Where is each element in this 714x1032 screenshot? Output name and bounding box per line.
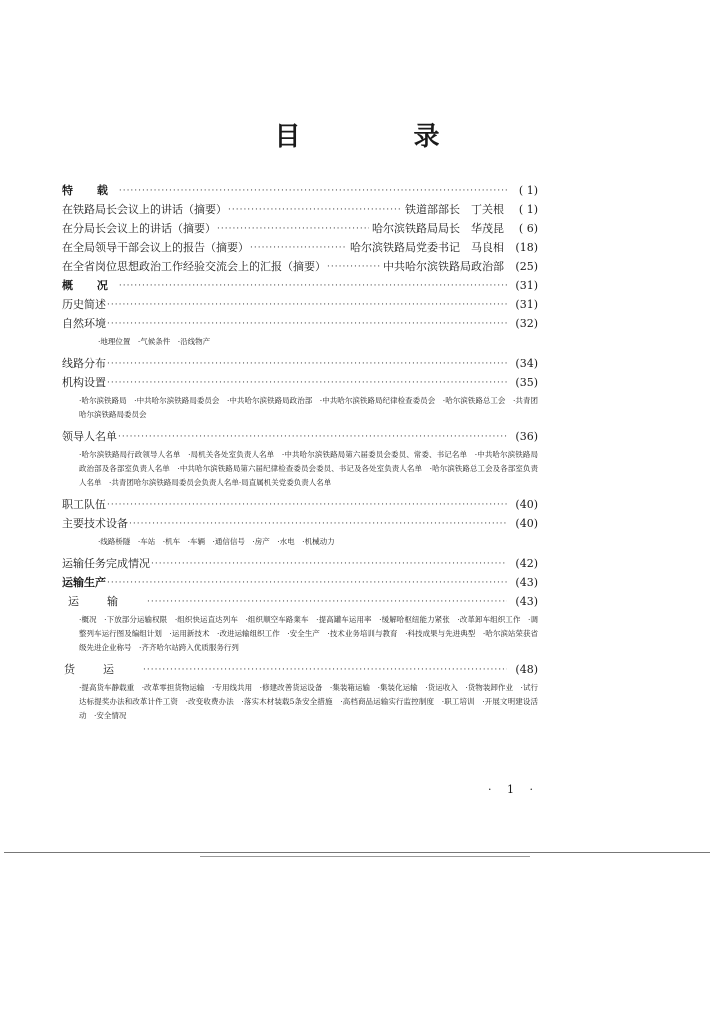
- toc-entry-page: (31): [515, 298, 538, 311]
- toc-entry-page: (42): [515, 557, 538, 570]
- toc-entry-label: 领导人名单: [62, 430, 117, 443]
- toc-entry-label: 在全局领导干部会议上的报告（摘要）: [62, 241, 249, 254]
- toc-entry-label: 主要技术设备: [62, 517, 128, 530]
- leader-dots: [217, 220, 369, 238]
- toc-subitems-organization: ·哈尔滨铁路局 ·中共哈尔滨铁路局委员会 ·中共哈尔滨铁路局政治部 ·中共哈尔滨铁路局纪律检查委员会 ·哈尔滨铁路总工会 ·共青团哈尔滨铁路局委员会: [79, 396, 538, 419]
- toc-entry-label: 货运: [64, 663, 142, 676]
- toc-entry-lines[interactable]: [62, 354, 538, 373]
- leader-dots: [151, 555, 507, 573]
- toc-subitems-transport: ·概况 ·下放部分运输权限 ·组织快运直达列车 ·组织顺空车路業车 ·提高罐车运用率 ·缓解哈枢纽能力紧张 ·改革卸车组织工作 ·调整列车运行图及编组计划 ·运用新技术 ·改进运输组织工作 ·安全生产 ·技术业务培训与教育 ·科技成果与先进典型 ·哈尔滨站荣获省级先进企业称号 ·齐齐哈尔站跨入优质服务行列: [79, 615, 538, 652]
- toc-entry-label: 运输任务完成情况: [62, 557, 150, 570]
- toc-entry-speech-1[interactable]: [62, 200, 538, 219]
- leader-dots: [118, 428, 507, 446]
- table-of-contents: [62, 181, 538, 728]
- toc-entry-page: (40): [515, 498, 538, 511]
- leader-dots: [107, 355, 507, 373]
- toc-entry-label: 特 载: [62, 184, 118, 197]
- toc-entry-task-completion[interactable]: [62, 554, 538, 573]
- leader-dots: [107, 374, 507, 392]
- toc-entry-page: ( 6): [518, 222, 538, 235]
- toc-entry-label: 历史简述: [62, 298, 106, 311]
- toc-entry-page: (34): [515, 357, 538, 370]
- toc-entry-natural-environment[interactable]: [62, 314, 538, 333]
- toc-entry-label: 在铁路局长会议上的讲话（摘要）: [62, 203, 227, 216]
- toc-entry-page: (40): [515, 517, 538, 530]
- toc-entry-transport[interactable]: [62, 592, 538, 611]
- toc-entry-leaders[interactable]: [62, 427, 538, 446]
- scan-edge-line: [4, 852, 710, 853]
- toc-entry-briefing[interactable]: [62, 257, 538, 276]
- toc-entry-equipment[interactable]: [62, 514, 538, 533]
- leader-dots: [129, 515, 507, 533]
- toc-entry-page: (31): [515, 279, 538, 292]
- leader-dots: [143, 661, 507, 679]
- page-title: 目 录: [274, 122, 492, 152]
- toc-entry-label: 自然环境: [62, 317, 106, 330]
- toc-entry-page: (18): [515, 241, 538, 254]
- toc-entry-label: 在全省岗位思想政治工作经验交流会上的汇报（摘要）: [62, 260, 326, 273]
- leader-dots: [107, 574, 507, 592]
- toc-entry-page: (43): [515, 576, 538, 589]
- leader-dots: [119, 182, 507, 200]
- leader-dots: [250, 239, 347, 257]
- toc-entry-label: 线路分布: [62, 357, 106, 370]
- leader-dots: [228, 201, 402, 219]
- toc-entry-organization[interactable]: [62, 373, 538, 392]
- toc-entry-history[interactable]: [62, 295, 538, 314]
- scan-edge-line: [200, 856, 530, 857]
- leader-dots: [107, 315, 507, 333]
- toc-entry-special[interactable]: [62, 181, 538, 200]
- toc-entry-overview[interactable]: [62, 276, 538, 295]
- toc-entry-report[interactable]: [62, 238, 538, 257]
- toc-entry-page: (25): [515, 260, 538, 273]
- page-number: · 1 ·: [488, 783, 539, 796]
- toc-entry-label: 职工队伍: [62, 498, 106, 511]
- toc-entry-label: 机构设置: [62, 376, 106, 389]
- toc-entry-page: ( 1): [518, 203, 538, 216]
- leader-dots: [327, 258, 380, 276]
- toc-subitems-natural: ·地理位置 ·气候条件 ·沿线物产: [98, 337, 211, 346]
- toc-entry-author: 哈尔滨铁路局局长 华茂昆: [372, 222, 504, 235]
- toc-entry-label: 在分局长会议上的讲话（摘要）: [62, 222, 216, 235]
- toc-entry-page: (48): [515, 663, 538, 676]
- toc-entry-staff[interactable]: [62, 495, 538, 514]
- toc-entry-page: (32): [515, 317, 538, 330]
- toc-entry-label: 概 况: [62, 279, 118, 292]
- toc-entry-author: 哈尔滨铁路局党委书记 马良相: [350, 241, 504, 254]
- leader-dots: [107, 496, 507, 514]
- toc-entry-page: (36): [515, 430, 538, 443]
- toc-entry-author: 中共哈尔滨铁路局政治部: [383, 260, 504, 273]
- leader-dots: [119, 277, 507, 295]
- toc-entry-page: ( 1): [518, 184, 538, 197]
- toc-entry-page: (35): [515, 376, 538, 389]
- toc-entry-transport-production[interactable]: [62, 573, 538, 592]
- toc-entry-label: 运输生产: [62, 576, 106, 589]
- leader-dots: [147, 593, 507, 611]
- toc-subitems-leaders: ·哈尔滨铁路局行政领导人名单 ·局机关各处室负责人名单 ·中共哈尔滨铁路局第六届委员会委员、常委、书记名单 ·中共哈尔滨铁路局政治部及各部室负责人名单 ·中共哈尔滨铁路局第六届纪律检查委员会委员、书记及各处室负责人名单 ·哈尔滨铁路总工会及各部室负责人名单 ·共青团哈尔滨铁路局委员会负责人名单·局直属机关党委负责人名单: [79, 450, 538, 487]
- toc-entry-freight[interactable]: [62, 660, 538, 679]
- leader-dots: [107, 296, 507, 314]
- toc-entry-author: 铁道部部长 丁关根: [405, 203, 504, 216]
- toc-entry-page: (43): [515, 595, 538, 608]
- toc-subitems-freight: ·提高货车静载重 ·改革零担货物运输 ·专用线共用 ·修建改善货运设备 ·集装箱运输 ·集装化运输 ·货运收入 ·货物装卸作业 ·试行达标提奖办法和改革计件工资 ·改变收费办法 ·落实木材装载5条安全措施 ·高档商品运输实行监控制度 ·职工培训 ·开展文明建设活动 ·安全情况: [79, 683, 538, 720]
- toc-entry-label: 运输: [68, 595, 146, 608]
- toc-subitems-equipment: ·线路桥隧 ·车站 ·机车 ·车辆 ·通信信号 ·房产 ·水电 ·机械动力: [98, 537, 335, 546]
- toc-entry-speech-2[interactable]: [62, 219, 538, 238]
